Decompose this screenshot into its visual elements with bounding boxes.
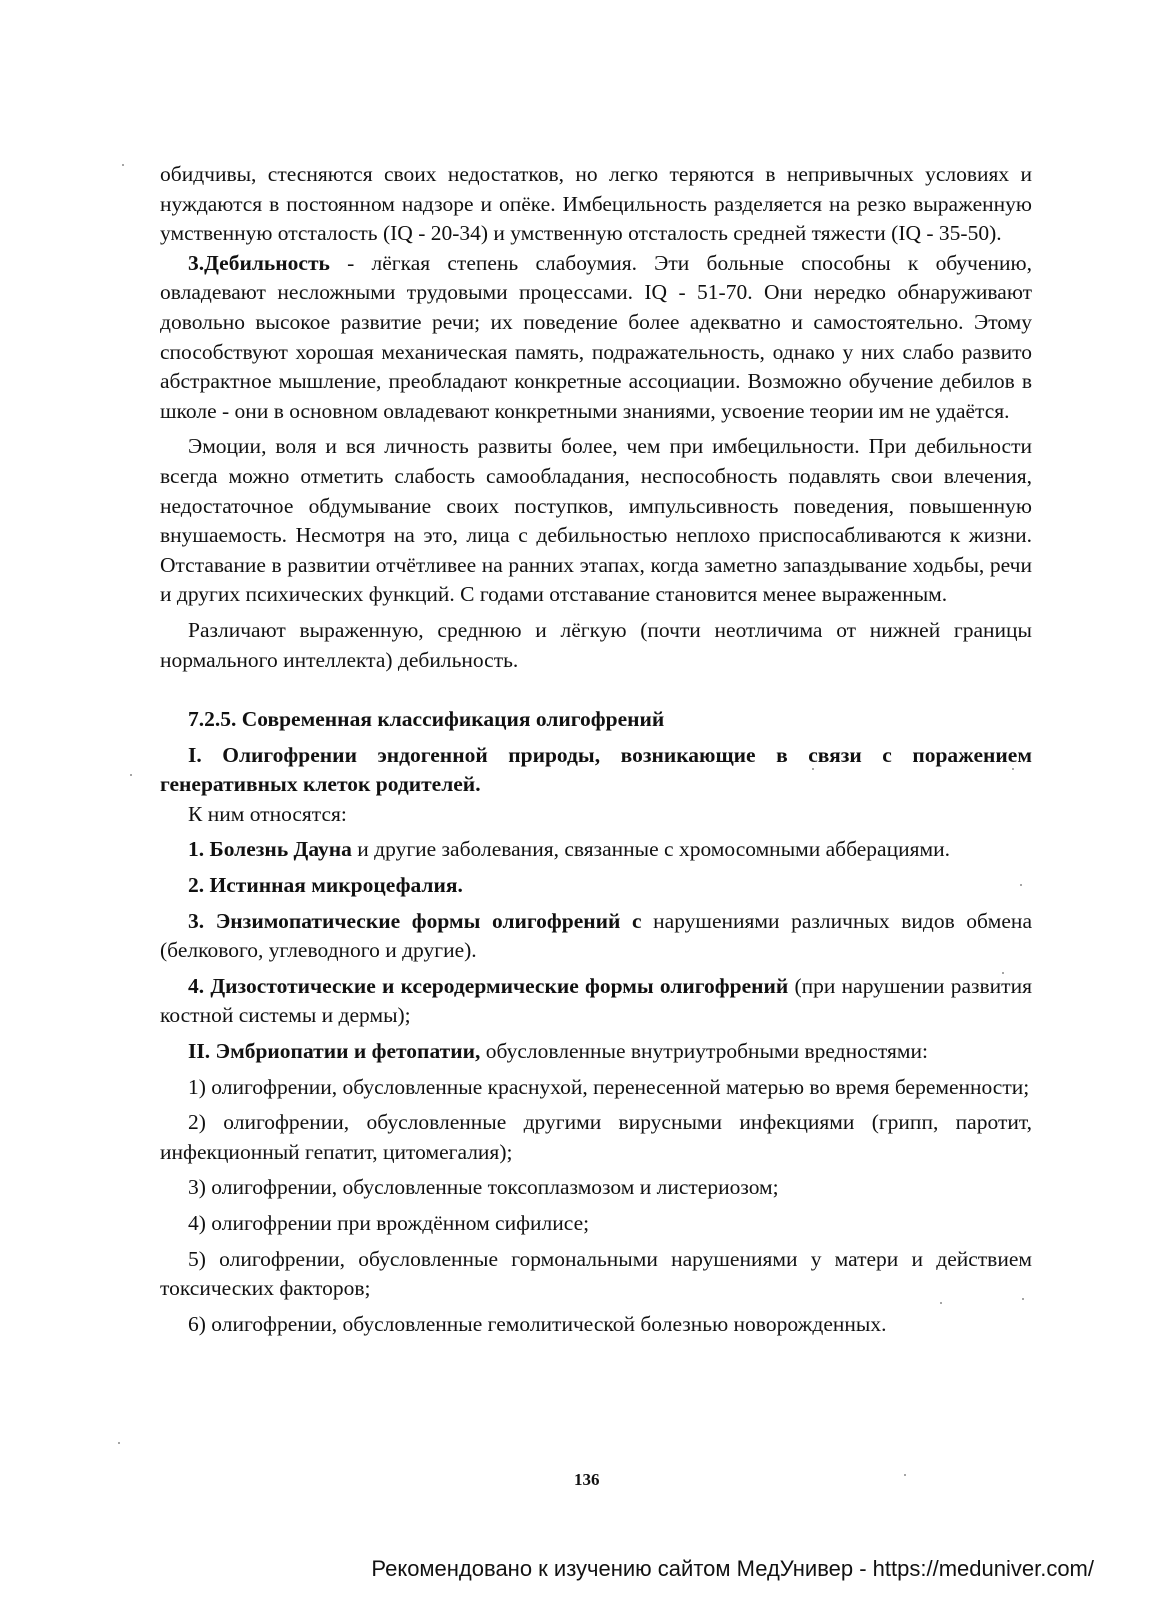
paragraph-emotions: Эмоции, воля и вся личность развиты более, чем при имбецильности. При дебильности всегда можно отметить слабость самообладания, неспособность подавлять свои влечения, недостаточное обдумывание своих поступков, импульсивность поведения, повышенную внушаемость. Несмотря на это, лица с дебильностью неплохо приспосабливаются к жизни. Отставание в развитии отчётливее на ранних этапах, когда заметно запаздывание ходьбы, речи и других психических функций. С годами отставание становится менее выраженным. [160,434,1032,607]
list-item: 5) олигофрении, обусловленные гормональными нарушениями у матери и действием токсических факторов; [160,1246,1032,1301]
paragraph-degrees: Различают выраженную, среднюю и лёгкую (почти неотличима от нижней границы нормального интеллекта) дебильность. [160,617,1032,672]
scan-speck [904,1474,906,1476]
scan-speck [812,768,814,770]
section-heading: 7.2.5. Современная классификация олигофрений [188,707,665,732]
scan-speck [1022,1298,1024,1300]
scan-speck [1020,884,1022,886]
list-item: 4) олигофрении при врождённом сифилисе; [188,1211,590,1235]
paragraph-debility-text: - лёгкая степень слабоумия. Эти больные способны к обучению, овладевают несложными трудовыми процессами. IQ - 51-70. Они нередко обнаруживают довольно высокое развитие речи; их поведение более адекватно и самостоятельно. Этому способствуют хорошая механическая память, подражательность, однако у них слабо развито абстрактное мышление, преобладают конкретные ассоциации. Возможно обучение дебилов в школе - они в основном овладевают конкретными знаниями, усвоение теории им не удаётся. [160,250,1032,423]
list-item: 1. Болезнь Дауна и другие заболевания, связанные с хромосомными абберациями. [188,837,950,862]
list-item: 2. Истинная микроцефалия. [188,873,463,898]
group1-heading: I. Олигофрении эндогенной природы, возникающие в связи с поражением генеративных клеток родителей. [160,742,1032,797]
group1-intro: К ним относятся: [188,801,347,826]
paragraph-debility [160,249,1032,427]
scan-speck [122,164,124,166]
list-item: 1) олигофрении, обусловленные краснухой, перенесенной матерью во время беременности; [188,1074,1030,1099]
footer-recommendation: Рекомендовано к изучению сайтом МедУнивер - https://meduniver.com/ [371,1556,1094,1581]
term-debility: 3.Дебильность [188,250,330,275]
scan-speck [118,1442,120,1444]
scan-speck [1012,768,1014,770]
list-item: 4. Дизостотические и ксеродермические формы олигофрений (при нарушении развития костной системы и дермы); [160,973,1032,1028]
scan-speck [130,774,132,776]
list-item: 6) олигофрении, обусловленные гемолитической болезнью новорожденных. [188,1311,887,1336]
scan-speck [1002,972,1004,974]
list-item: 3) олигофрении, обусловленные токсоплазмозом и листериозом; [188,1175,779,1200]
page-body [160,160,1032,1339]
page-number: 136 [574,1470,600,1489]
list-item: 3. Энзимопатические формы олигофрений с нарушениями различных видов обмена (белкового, углеводного и другие). [160,908,1032,963]
group2-heading: II. Эмбриопатии и фетопатии, обусловленные внутриутробными вредностями: [188,1039,929,1064]
scan-speck [940,1302,942,1304]
paragraph-continuation: обидчивы, стесняются своих недостатков, но легко теряются в непривычных условиях и нуждаются в постоянном надзоре и опёке. Имбецильность разделяется на резко выраженную умственную отсталость (IQ - 20-34) и умственную отсталость средней тяжести (IQ - 35-50). [160,162,1032,246]
list-item: 2) олигофрении, обусловленные другими вирусными инфекциями (грипп, паротит, инфекционный гепатит, цитомегалия); [160,1110,1032,1164]
